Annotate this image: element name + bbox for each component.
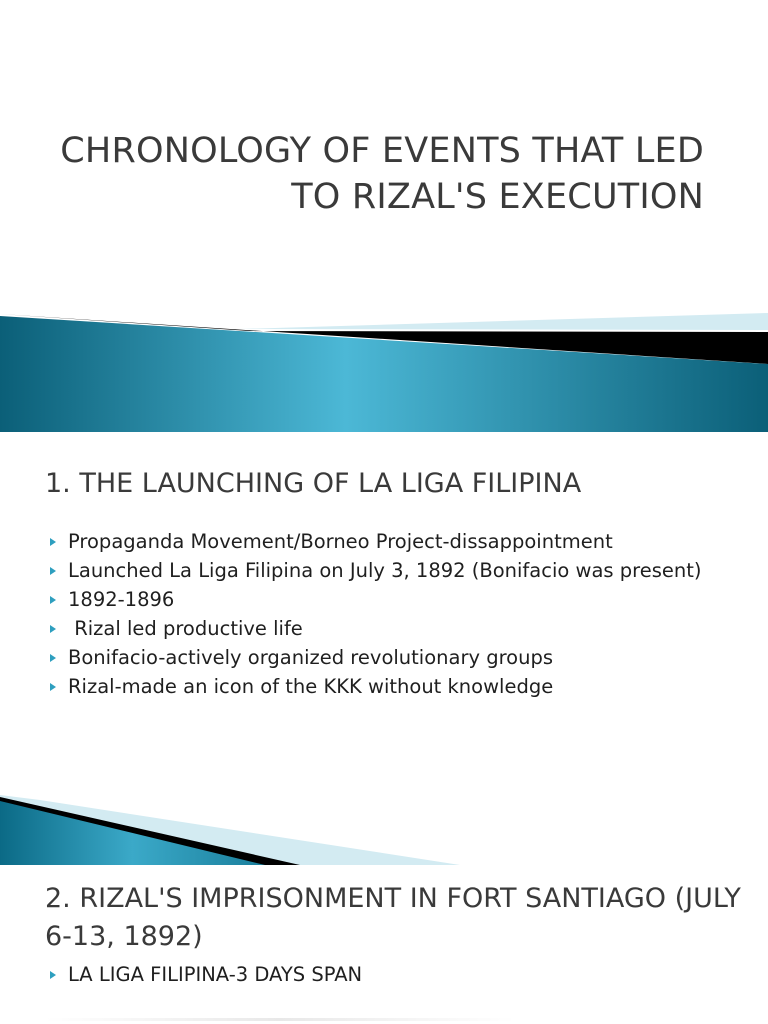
bullet-item	[47, 585, 727, 614]
slide-title: CHRONOLOGY OF EVENTS THAT LED TO RIZAL'S EXECUTION	[60, 131, 704, 217]
decorative-wave-band	[0, 0, 768, 432]
bullet-text: Launched La Liga Filipina on July 3, 1892 (Bonifacio was present)	[68, 559, 702, 582]
slide-title-slide	[0, 0, 768, 432]
bullet-item	[47, 672, 727, 701]
bullet-text: Rizal led productive life	[68, 617, 303, 640]
bullet-item	[47, 643, 727, 672]
triangle-bullet-icon	[50, 567, 56, 575]
bullet-text: LA LIGA FILIPINA-3 DAYS SPAN	[68, 963, 363, 986]
bullet-item	[47, 527, 727, 556]
triangle-bullet-icon	[50, 683, 56, 691]
bullet-list	[47, 960, 727, 989]
bullet-text: Bonifacio-actively organized revolutionary groups	[68, 646, 553, 669]
bullet-list	[47, 527, 727, 701]
bullet-text: Rizal-made an icon of the KKK without knowledge	[68, 675, 554, 698]
triangle-bullet-icon	[50, 654, 56, 662]
slide-title: 1. THE LAUNCHING OF LA LIGA FILIPINA	[45, 468, 582, 499]
bullet-item	[47, 614, 727, 643]
bullet-text: 1892-1896	[68, 588, 175, 611]
cut-off-next-line	[45, 1018, 515, 1021]
slide-fort-santiago	[0, 866, 768, 1024]
bullet-item	[47, 960, 727, 989]
bullet-item	[47, 556, 727, 585]
triangle-bullet-icon	[50, 625, 56, 633]
slide-la-liga-filipina	[0, 433, 768, 865]
slide-title: 2. RIZAL'S IMPRISONMENT IN FORT SANTIAGO (JULY 6-13, 1892)	[45, 883, 741, 952]
triangle-bullet-icon	[50, 538, 56, 546]
bullet-text: Propaganda Movement/Borneo Project-dissappointment	[68, 530, 613, 553]
triangle-bullet-icon	[50, 971, 56, 979]
triangle-bullet-icon	[50, 596, 56, 604]
